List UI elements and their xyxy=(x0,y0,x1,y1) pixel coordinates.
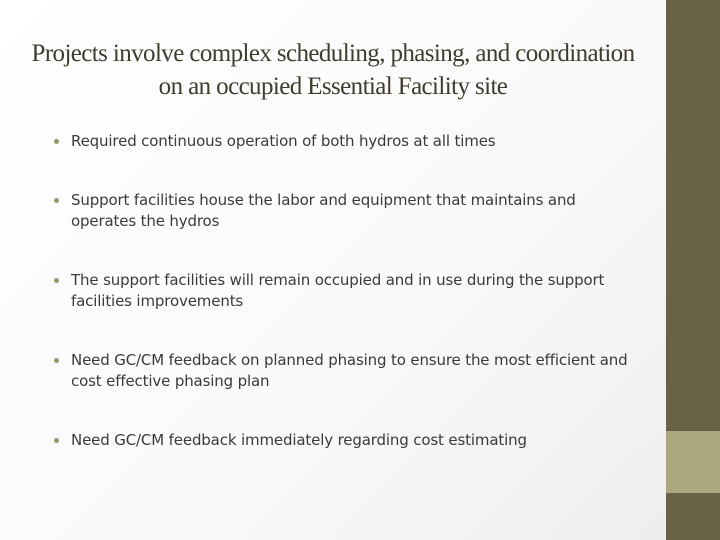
bullet-item-1 xyxy=(54,131,644,152)
bullet-text: Support facilities house the labor and equipment that maintains and operates the hydros xyxy=(71,191,576,230)
band-dark-top xyxy=(666,0,720,431)
bullet-text: Need GC/CM feedback immediately regarding cost estimating xyxy=(71,431,527,449)
slide-title: Projects involve complex scheduling, phasing, and coordination on an occupied Essential Facility site xyxy=(31,40,635,100)
bullet-item-2 xyxy=(54,190,644,232)
bullet-list xyxy=(54,131,644,489)
bullet-dot-icon xyxy=(54,278,59,283)
bullet-dot-icon xyxy=(54,198,59,203)
bullet-text: Need GC/CM feedback on planned phasing to ensure the most efficient and cost effective phasing plan xyxy=(71,351,628,390)
bullet-item-3 xyxy=(54,270,644,312)
bullet-item-4 xyxy=(54,350,644,392)
bullet-dot-icon xyxy=(54,139,59,144)
bullet-item-5 xyxy=(54,430,644,451)
band-light-accent xyxy=(666,431,720,493)
bullet-text: Required continuous operation of both hydros at all times xyxy=(71,132,496,150)
side-accent-band xyxy=(666,0,720,540)
bullet-dot-icon xyxy=(54,438,59,443)
bullet-dot-icon xyxy=(54,358,59,363)
band-dark-bottom xyxy=(666,493,720,540)
bullet-text: The support facilities will remain occupied and in use during the support facilities improvements xyxy=(71,271,605,310)
